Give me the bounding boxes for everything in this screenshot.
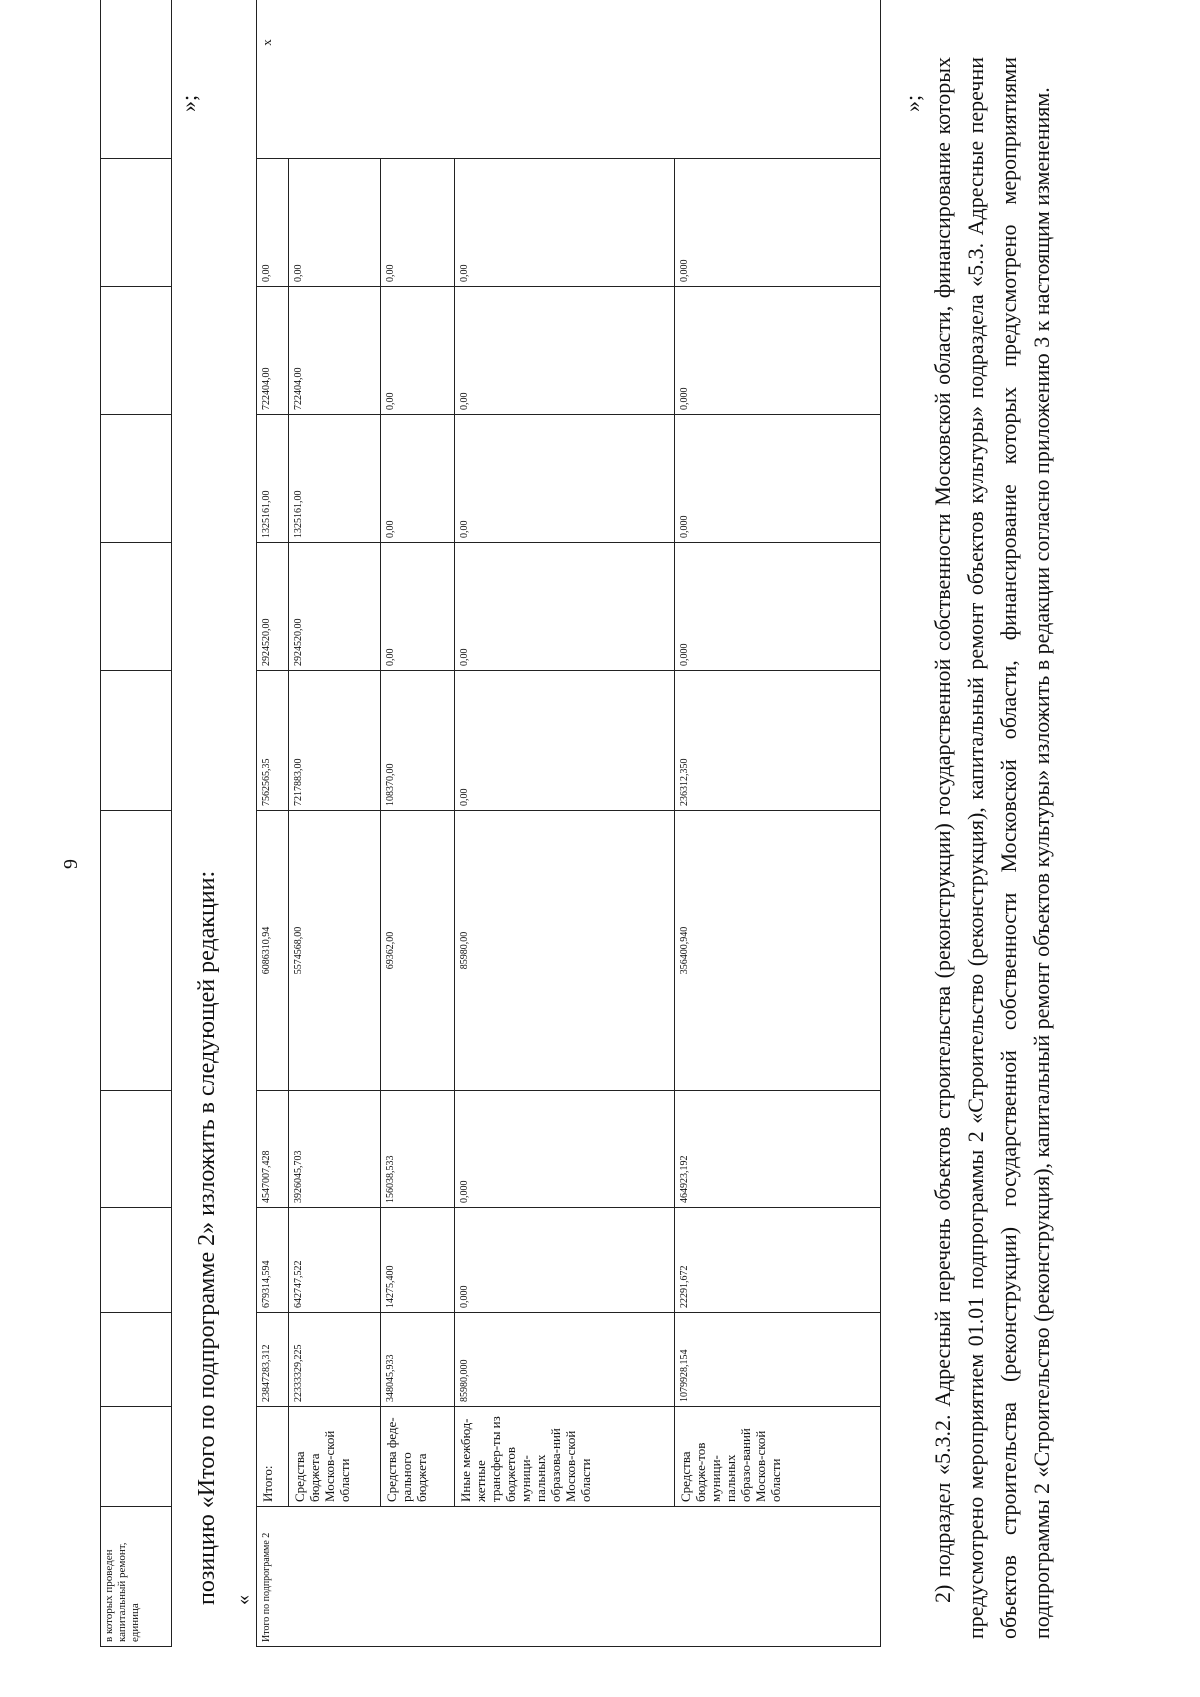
amendment-paragraph bbox=[926, 57, 1058, 1639]
value-cell: 722404,00 bbox=[257, 287, 289, 415]
value-cell: 356400,940 bbox=[675, 811, 881, 1091]
value-cell: 0,00 bbox=[289, 159, 381, 287]
value-cell: 0,00 bbox=[455, 415, 675, 543]
value-cell: 108370,00 bbox=[381, 671, 455, 811]
value-cell: 0,00 bbox=[381, 543, 455, 671]
source-cell: Средства феде-рального бюджета bbox=[381, 1407, 455, 1507]
value-cell: 1079928,154 bbox=[675, 1313, 881, 1407]
value-cell: 0,000 bbox=[675, 543, 881, 671]
top-table bbox=[100, 0, 172, 1647]
value-cell: 0,00 bbox=[381, 415, 455, 543]
value-cell: 0,00 bbox=[257, 159, 289, 287]
value-cell: 69362,00 bbox=[381, 811, 455, 1091]
source-cell: Средства бюдже-тов муници-пальных образо-ваний Москов-ской области bbox=[675, 1407, 881, 1507]
value-cell: 3926045,703 bbox=[289, 1091, 381, 1208]
value-cell: 2924520,00 bbox=[257, 543, 289, 671]
value-cell: 0,00 bbox=[381, 159, 455, 287]
value-cell: 1325161,00 bbox=[289, 415, 381, 543]
value-cell: 7562565,35 bbox=[257, 671, 289, 811]
closing-quote-top: »; bbox=[176, 94, 201, 112]
table-row bbox=[381, 0, 455, 1647]
value-cell: 22333329,225 bbox=[289, 1313, 381, 1407]
value-cell: 0,000 bbox=[455, 1091, 675, 1208]
value-cell: 679314,594 bbox=[257, 1208, 289, 1313]
value-cell: 2924520,00 bbox=[289, 543, 381, 671]
source-cell: Иные межбюд-жетные трансфер-ты из бюджетов муници-пальных образова-ний Москов-ской области bbox=[455, 1407, 675, 1507]
value-cell: 348045,933 bbox=[381, 1313, 455, 1407]
source-cell: Итого: bbox=[257, 1407, 289, 1507]
last-cell: х bbox=[257, 0, 881, 159]
value-cell: 85980,00 bbox=[455, 811, 675, 1091]
value-cell: 0,00 bbox=[381, 287, 455, 415]
value-cell: 0,000 bbox=[675, 159, 881, 287]
value-cell: 642747,522 bbox=[289, 1208, 381, 1313]
value-cell: 22291,672 bbox=[675, 1208, 881, 1313]
value-cell: 722404,00 bbox=[289, 287, 381, 415]
top-table-label: в которых проведен капитальный ремонт, единица bbox=[101, 1507, 172, 1647]
value-cell: 6086310,94 bbox=[257, 811, 289, 1091]
value-cell: 0,00 bbox=[455, 159, 675, 287]
value-cell: 0,000 bbox=[675, 415, 881, 543]
value-cell: 464923,192 bbox=[675, 1091, 881, 1208]
paragraph-text: 2) подраздел «5.3.2. Адресный перечень объектов строительства (реконструкции) государственной собственности Московской области, финансирование которых предусмотрено мероприятием 01.01 подпрограммы 2 «Строительство (реконструкция), капитальный ремонт объектов культуры» подраздела «5.3. Адресные перечни объектов строительства (реконструкции) государственной собственности Московской области, финансирование которых предусмотрено мероприятиями подпрограммы 2 «Строительство (реконструкция), капитальный ремонт объектов культуры» изложить в редакции согласно приложению 3 к настоящим изменениям. bbox=[930, 57, 1054, 1639]
source-cell: Средства бюджета Москов-ской области bbox=[289, 1407, 381, 1507]
value-cell: 0,000 bbox=[675, 287, 881, 415]
table-row bbox=[455, 0, 675, 1647]
table-row bbox=[257, 0, 289, 1647]
opening-quote: « bbox=[232, 1595, 254, 1605]
closing-quote-bottom: »; bbox=[900, 94, 925, 112]
value-cell: 4547007,428 bbox=[257, 1091, 289, 1208]
value-cell: 0,000 bbox=[455, 1208, 675, 1313]
value-cell: 0,00 bbox=[455, 671, 675, 811]
value-cell: 23847283,312 bbox=[257, 1313, 289, 1407]
value-cell: 7217883,00 bbox=[289, 671, 381, 811]
subprogram-total-table bbox=[256, 0, 881, 1647]
value-cell: 0,00 bbox=[455, 543, 675, 671]
page-number: 9 bbox=[60, 859, 82, 869]
row-label: Итого по подпрограмме 2 bbox=[257, 1507, 881, 1647]
value-cell: 14275,400 bbox=[381, 1208, 455, 1313]
value-cell: 5574568,00 bbox=[289, 811, 381, 1091]
value-cell: 156038,533 bbox=[381, 1091, 455, 1208]
value-cell: 85980,000 bbox=[455, 1313, 675, 1407]
value-cell: 0,00 bbox=[455, 287, 675, 415]
value-cell: 236312,350 bbox=[675, 671, 881, 811]
section-heading: позицию «Итого по подпрограмме 2» изложить в следующей редакции: bbox=[194, 870, 220, 1605]
value-cell: 1325161,00 bbox=[257, 415, 289, 543]
table-row bbox=[289, 0, 381, 1647]
table-row bbox=[675, 0, 881, 1647]
